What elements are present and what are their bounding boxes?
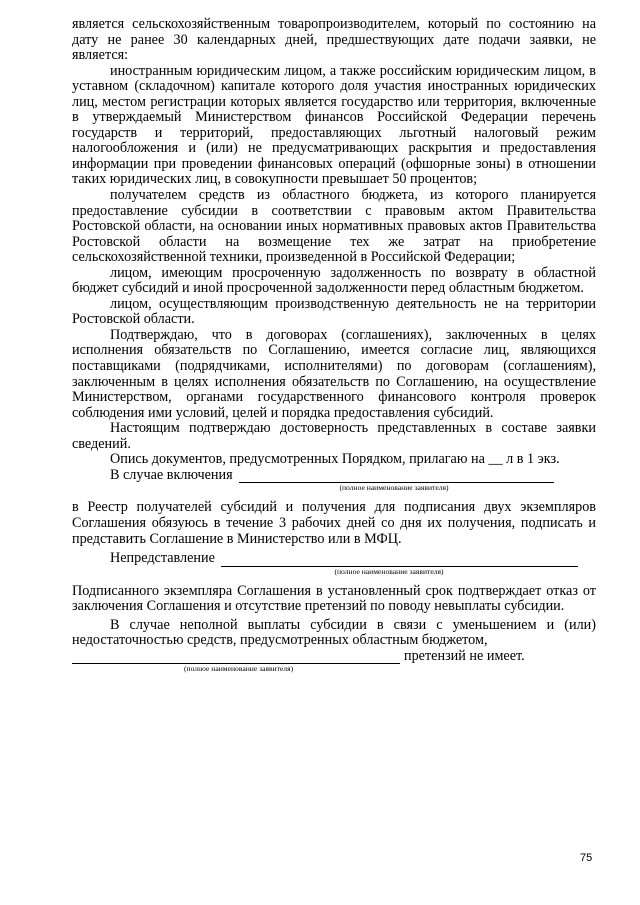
inclusion-line <box>72 468 596 484</box>
paragraph-eligibility-intro: является сельскохозяйственным товаропроизводителем, который по состоянию на дату не ранее 30 календарных дней, предшествующих дате подачи заявки, не является: <box>72 16 596 64</box>
claims-line <box>72 649 596 665</box>
applicant-name-caption: (полное наименование заявителя) <box>339 483 449 493</box>
document-page <box>72 17 596 673</box>
applicant-name-field-2[interactable] <box>221 554 578 567</box>
paragraph-confirmation: Подтверждаю, что в договорах (соглашениях), заключенных в целях исполнения обязательств по Соглашению, имеется согласие лиц, являющихся поставщиками (подрядчиками, исполнителями) по договорам (соглашениям), заключенным в целях исполнения обязательств по Соглашению, на осуществление Министерством, органами государственного финансового контроля проверок соблюдения ими условий, целей и порядка предоставления субсидий. <box>72 326 596 421</box>
paragraph-partial-payment: В случае неполной выплаты субсидии в связи с уменьшением и (или) недостаточностью средств, предусмотренных областным бюджетом, <box>72 616 596 649</box>
claims-tail: претензий не имеет. <box>404 647 525 664</box>
paragraph-overdue-debt: лицом, имеющим просроченную задолженность по возврату в областной бюджет субсидий и иной просроченной задолженности перед областным бюджетом. <box>72 264 596 297</box>
paragraph-foreign-entity: иностранным юридическим лицом, а также российским юридическим лицом, в уставном (складочном) капитале которого доля участия иностранных юридических лиц, местом регистрации которых является государство или территория, включенные в утверждаемый Министерством финансов Российской Федерации перечень государств и территорий, предоставляющих льготный налоговый режим налогообложения и (или) не предусматривающих раскрытия и предоставления информации при проведении финансовых операций (офшорные зоны) в отношении таких юридических лиц, в совокупности превышает 50 процентов; <box>72 62 596 188</box>
non-submission-line <box>72 551 596 567</box>
applicant-name-caption-3: (полное наименование заявителя) <box>184 664 294 674</box>
page-number: 75 <box>580 852 593 864</box>
applicant-name-field[interactable] <box>239 470 554 483</box>
applicant-name-field-3[interactable] <box>72 651 400 664</box>
applicant-name-caption-2: (полное наименование заявителя) <box>334 566 444 576</box>
paragraph-budget-recipient: получателем средств из областного бюджета, из которого планируется предоставление субсидии в соответствии с правовым актом Правительства Ростовской области, на основании иных нормативных правовых актов Правительства Ростовской области на возмещение тех же затрат на приобретение сельскохозяйственной техники, произведенной в Российской Федерации; <box>72 187 596 266</box>
paragraph-registry-obligation: в Реестр получателей субсидий и получения для подписания двух экземпляров Соглашения обязуюсь в течение 3 рабочих дней со дня их получения, подписать и представить Соглашение в Министерство или в МФЦ. <box>72 499 596 547</box>
non-submission-lead: Непредставление <box>110 550 215 567</box>
paragraph-inventory: Опись документов, предусмотренных Порядком, прилагаю на __ л в 1 экз. <box>110 451 560 468</box>
paragraph-territory: лицом, осуществляющим производственную деятельность не на территории Ростовской области. <box>72 295 596 328</box>
paragraph-reliability: Настоящим подтверждаю достоверность представленных в составе заявки сведений. <box>72 420 596 452</box>
paragraph-refusal: Подписанного экземпляра Соглашения в установленный срок подтверждает отказ от заключения Соглашения и отсутствие претензий по поводу невыплаты субсидии. <box>72 582 596 615</box>
inclusion-lead: В случае включения <box>110 466 233 483</box>
